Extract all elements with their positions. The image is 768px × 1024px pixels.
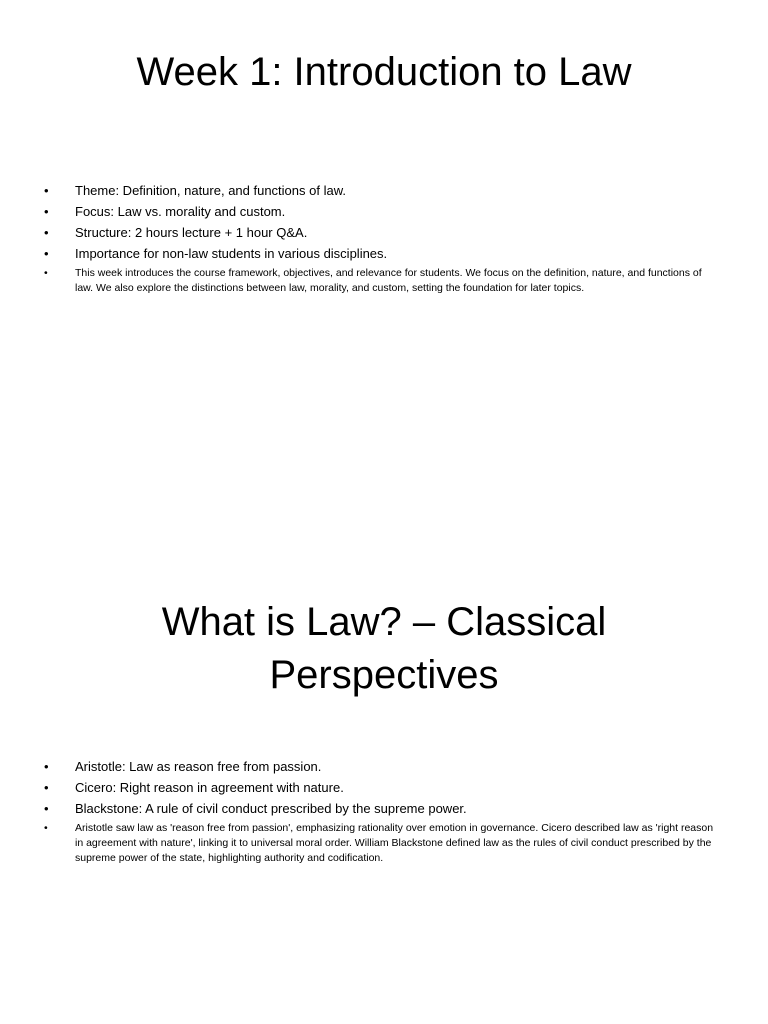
bullet-text: Cicero: Right reason in agreement with nature.	[75, 780, 344, 795]
bullet-item-notes	[0, 821, 768, 866]
slide-title-line-1: What is Law? – Classical	[161, 600, 607, 644]
bullet-text: Importance for non-law students in various disciplines.	[75, 246, 388, 261]
bullet-text: Aristotle: Law as reason free from passion.	[75, 759, 322, 774]
slide-title	[0, 596, 768, 702]
bullet-item-structure	[0, 224, 768, 241]
bullet-text: Blackstone: A rule of civil conduct prescribed by the supreme power.	[75, 801, 467, 816]
bullet-dot-icon: •	[44, 204, 49, 219]
bullet-list	[0, 758, 768, 870]
bullet-dot-icon: •	[44, 822, 48, 834]
bullet-dot-icon: •	[44, 801, 49, 816]
bullet-text: Structure: 2 hours lecture + 1 hour Q&A.	[75, 225, 308, 240]
bullet-item-theme	[0, 182, 768, 199]
bullet-dot-icon: •	[44, 246, 49, 261]
bullet-dot-icon: •	[44, 780, 49, 795]
slide-title-line-2: Perspectives	[269, 653, 499, 697]
bullet-item-aristotle	[0, 758, 768, 775]
bullet-item-importance	[0, 245, 768, 262]
bullet-text: Focus: Law vs. morality and custom.	[75, 204, 286, 219]
bullet-item-cicero	[0, 779, 768, 796]
bullet-text: Theme: Definition, nature, and functions of law.	[75, 183, 346, 198]
slide-classical-perspectives	[0, 512, 768, 1024]
bullet-notes-text: Aristotle saw law as 'reason free from passion', emphasizing rationality over emotion in governance. Cicero described law as 'right reason in agreement with nature', linking it to universal moral order. William Blackstone defined law as the rules of civil conduct prescribed by the supreme power of the state, highlighting authority and codification.	[75, 822, 714, 864]
bullet-list	[0, 182, 768, 300]
bullet-dot-icon: •	[44, 225, 49, 240]
bullet-dot-icon: •	[44, 183, 49, 198]
bullet-item-notes	[0, 266, 768, 296]
bullet-item-blackstone	[0, 800, 768, 817]
bullet-notes-text: This week introduces the course framework, objectives, and relevance for students. We focus on the definition, nature, and functions of law. We also explore the distinctions between law, morality, and custom, setting the foundation for later topics.	[75, 267, 702, 294]
slide-title: Week 1: Introduction to Law	[136, 50, 632, 94]
bullet-item-focus	[0, 203, 768, 220]
bullet-dot-icon: •	[44, 267, 48, 279]
bullet-dot-icon: •	[44, 759, 49, 774]
